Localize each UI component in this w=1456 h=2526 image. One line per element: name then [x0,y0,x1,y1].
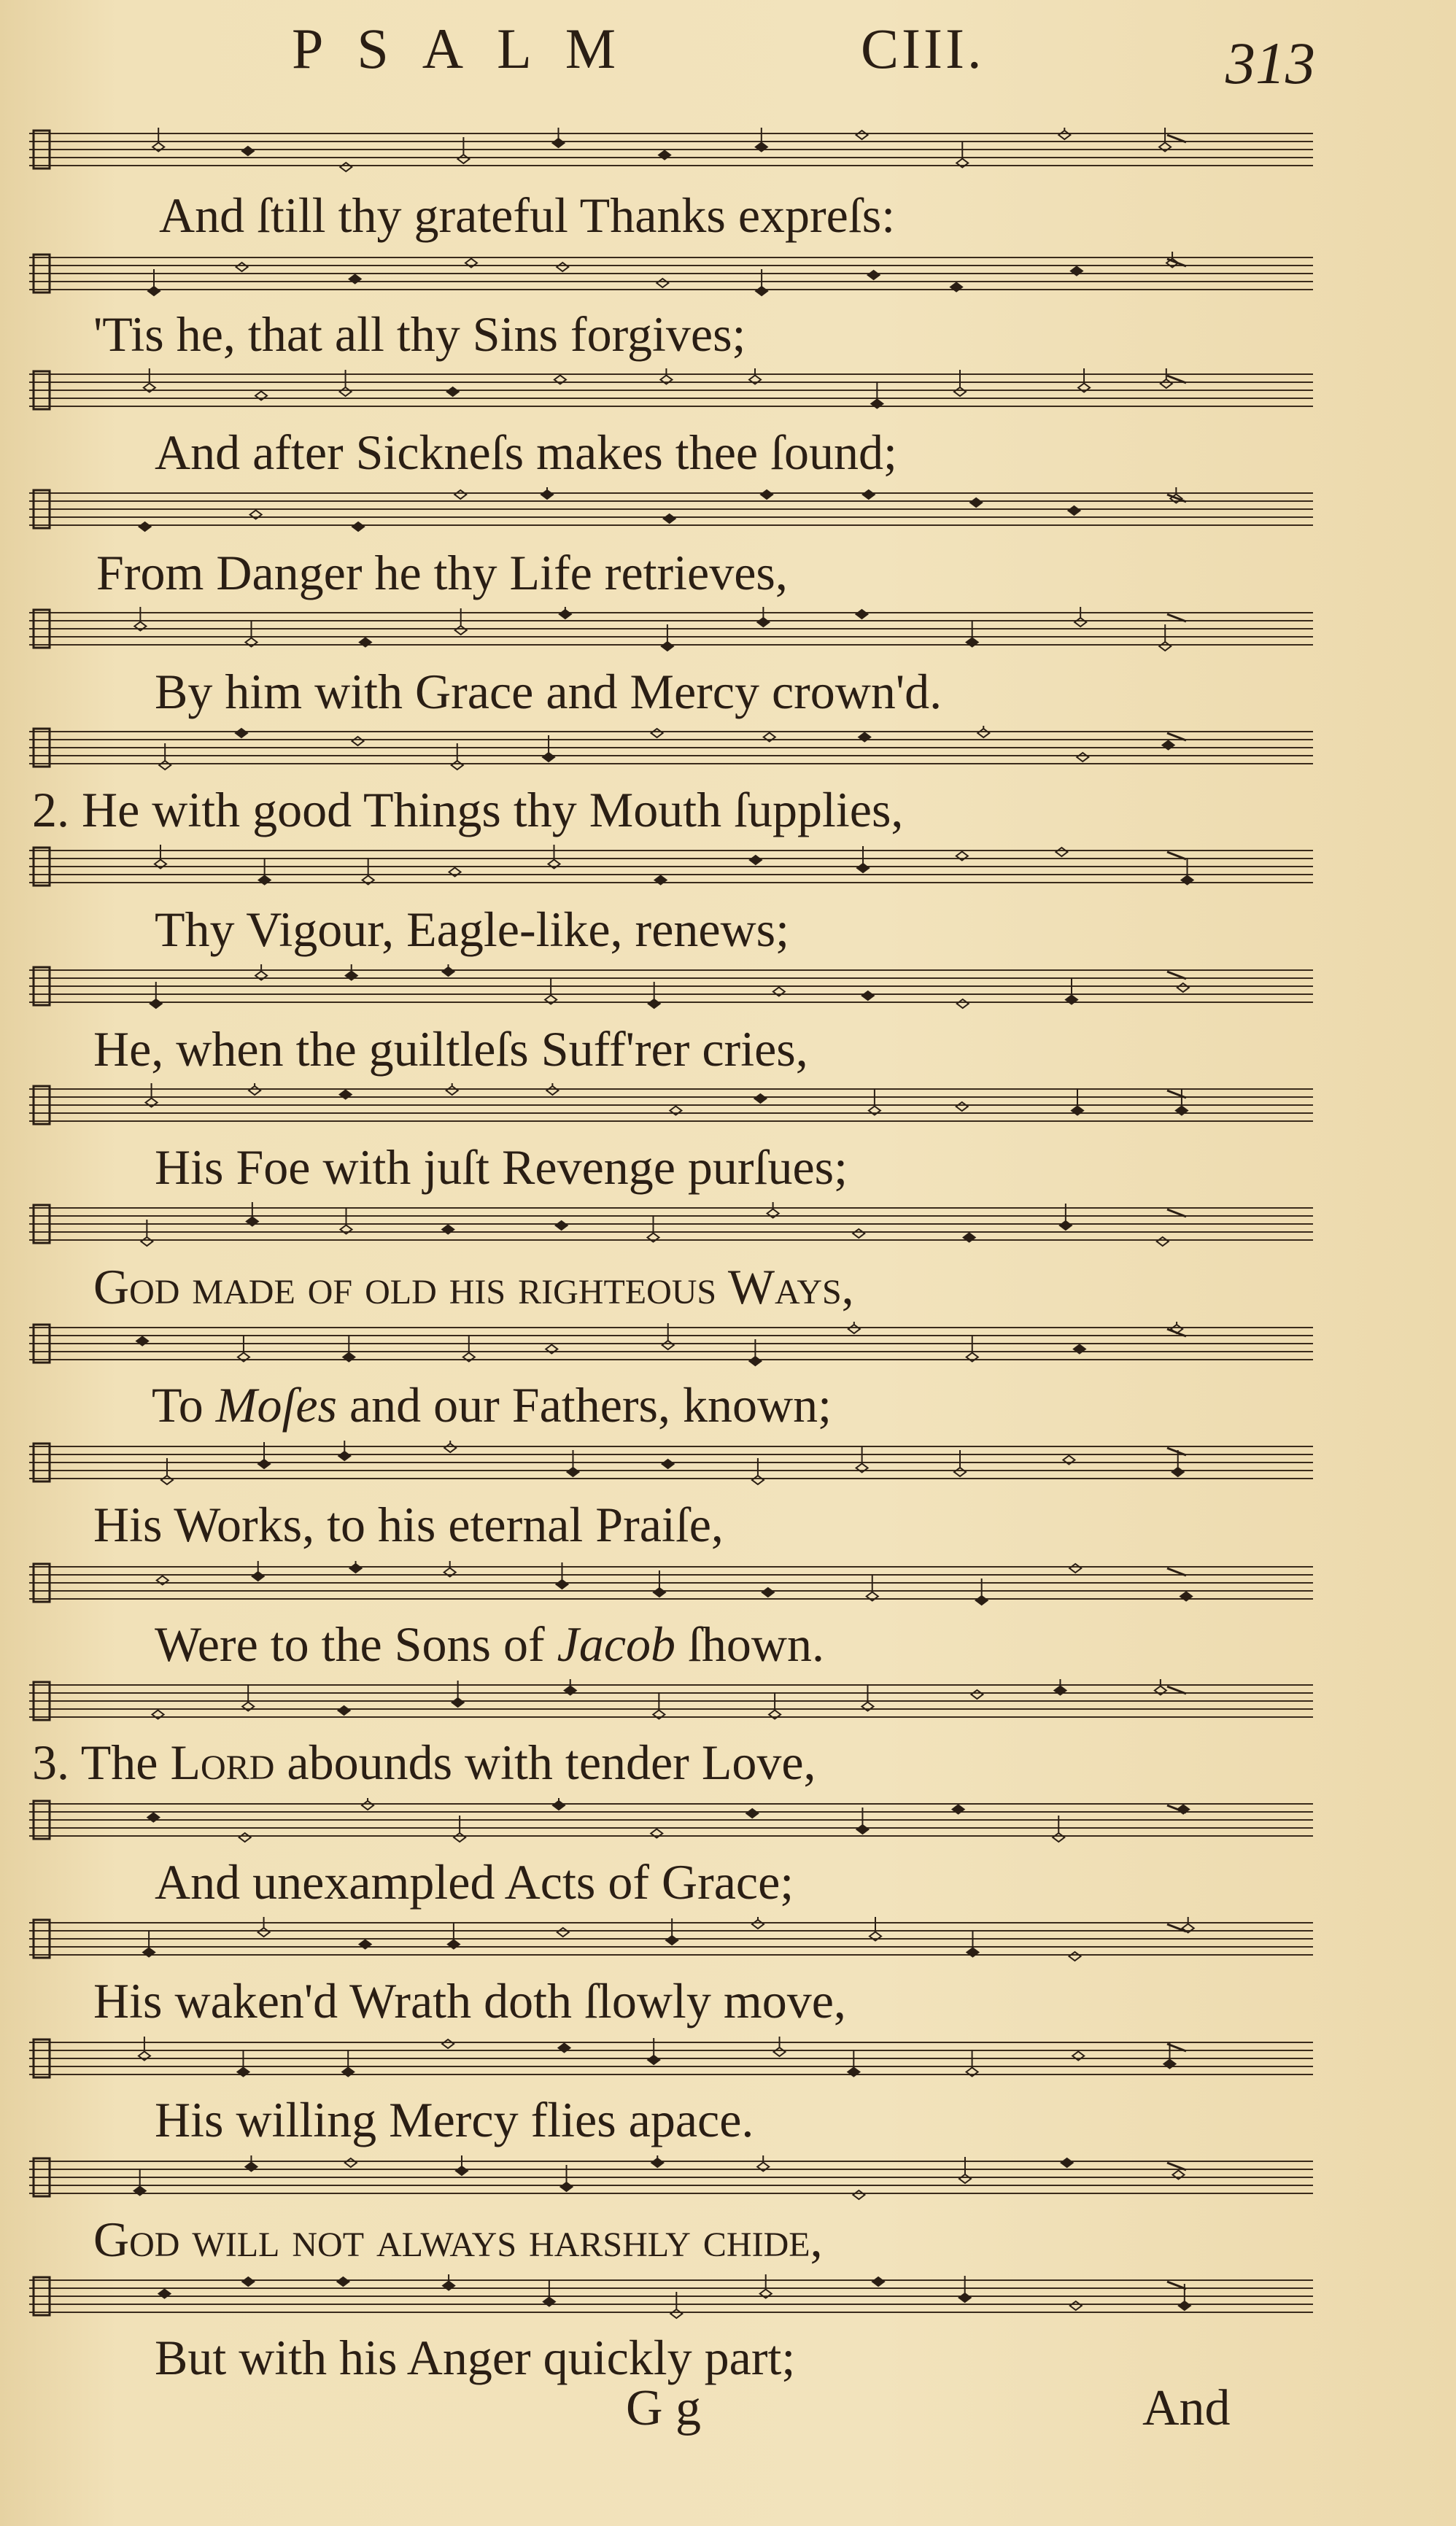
music-note [559,607,571,619]
music-note [1074,607,1086,627]
lyric-line: 2. He with good Things thy Mouth ſupplies, [32,782,904,837]
music-note [757,607,769,627]
lyric-segment: To [152,1377,204,1433]
music-note [1054,1679,1066,1695]
music-staff [29,1083,1313,1128]
lyric-line: From Danger he thy Life retrieves, [96,545,788,600]
music-note [970,498,982,507]
music-note [448,1923,460,1949]
music-staff [29,1798,1313,1843]
signature-mark: G g [626,2380,702,2436]
music-note [1161,368,1172,388]
music-note [1159,128,1171,152]
music-note [1070,2301,1082,2310]
music-note [967,621,978,647]
music-staff [29,368,1313,414]
music-note [342,2050,354,2077]
music-note [143,1931,155,1957]
music-note [565,1679,576,1695]
music-note [242,2277,254,2286]
music-note [463,1336,475,1362]
music-note [1176,1089,1188,1115]
staff-drawing [29,964,1313,1010]
music-note [338,1706,350,1715]
music-note [761,490,772,499]
staff-drawing [29,2274,1313,2320]
staff-drawing [29,128,1313,173]
music-note [242,147,254,155]
music-note [1078,368,1090,392]
music-note [853,1229,864,1238]
running-title: PSALM [292,17,650,80]
staff-drawing [29,607,1313,652]
music-note [155,845,166,869]
music-note [258,1917,270,1937]
lyric-line: God made of old his righteous Ways, [93,1259,854,1314]
music-note [338,1441,350,1460]
music-note [350,1561,362,1573]
lyric-segment: Were to the Sons of [155,1616,545,1672]
music-note [242,1685,254,1711]
catchword: And [1142,2380,1231,2436]
music-note [1061,2158,1073,2167]
music-note [146,1083,158,1107]
music-note [1056,848,1067,856]
lyric-line: But with his Anger quickly part; [155,2330,796,2385]
music-note [856,131,868,139]
music-note [553,1798,565,1810]
music-note [1177,983,1189,992]
proper-name: Moſes [215,1377,337,1433]
lyric-line: Thy Vigour, Eagle-like, renews; [155,902,790,957]
music-note [443,964,454,976]
music-note [442,2039,454,2048]
lyric-line [152,1376,832,1434]
music-note [541,487,553,499]
music-note [746,1809,758,1818]
staff-drawing [29,1561,1313,1606]
music-note [754,1094,766,1103]
music-note [1069,1564,1081,1573]
lyric-segment: 3. The [32,1735,158,1790]
music-note [870,1917,881,1941]
staff-drawing [29,487,1313,532]
lyric-line: And unexampled Acts of Grace; [155,1854,794,1910]
music-note [363,859,374,885]
music-note [144,368,155,392]
music-staff [29,487,1313,532]
music-note [1068,506,1080,515]
music-note [237,2050,249,2077]
music-staff [29,1202,1313,1247]
lyric-segment: abounds with tender Love, [287,1735,816,1790]
music-staff [29,2274,1313,2320]
music-note [769,1693,781,1719]
music-note [848,2050,859,2077]
music-note [543,2280,555,2306]
music-note [956,142,968,168]
music-note [1077,753,1088,762]
lyric-line: His Foe with juſt Revenge purſues; [155,1139,848,1195]
music-staff [29,252,1313,297]
music-note [856,610,867,619]
music-note [245,2155,257,2171]
staff-drawing [29,1202,1313,1247]
lyric-segment: and our Fathers, known; [349,1377,832,1433]
lyric-segment: ſhown. [688,1616,825,1672]
music-staff [29,726,1313,771]
music-note [762,1588,774,1597]
music-note [651,2155,663,2167]
lyric-line: His willing Mercy flies apace. [155,2092,754,2147]
music-note [252,1561,264,1581]
staff-drawing [29,368,1313,414]
music-note [868,271,880,279]
music-note [651,729,663,737]
lyric-line: And ſtill thy grateful Thanks expreſs: [159,187,896,243]
music-note [238,1336,249,1362]
staff-drawing [29,1441,1313,1486]
music-staff [29,1561,1313,1606]
music-staff [29,128,1313,173]
staff-drawing [29,2155,1313,2201]
music-note [549,845,560,869]
music-note [545,978,557,1004]
music-note [856,1446,868,1473]
page-number: 313 [1225,30,1315,96]
music-note [967,1336,978,1362]
music-note [557,263,568,271]
music-note [867,1575,878,1601]
music-note [134,2169,146,2196]
lyric-line: He, when the guiltleſs Suff'rer cries, [93,1021,808,1077]
music-note [664,514,675,523]
music-note [346,964,357,980]
music-note [967,1931,978,1957]
music-note [853,2190,864,2199]
lyric-line: 'Tis he, that all thy Sins forgives; [93,306,746,362]
music-note [443,2274,454,2290]
staff-drawing [29,845,1313,890]
music-note [245,621,257,647]
music-note [861,1685,873,1711]
music-staff [29,2155,1313,2201]
staff-drawing [29,726,1313,771]
music-note [1182,859,1193,885]
music-note [340,1208,352,1234]
music-staff [29,1441,1313,1486]
music-note [1157,1237,1169,1246]
music-note [956,1102,968,1111]
lyric-line: His waken'd Wrath doth ſlowly move, [93,1973,846,2029]
music-note [647,1216,659,1242]
music-note [760,2274,772,2298]
music-note [653,1693,665,1719]
music-note [1072,1089,1083,1115]
music-staff [29,1917,1313,1962]
lyric-line: God will not always harſhly chide, [93,2212,823,2267]
staff-drawing [29,2037,1313,2082]
music-note [337,2277,349,2286]
music-note [454,490,466,499]
music-note [863,490,875,499]
music-note [657,279,668,287]
music-note [247,1202,258,1226]
music-note [447,387,459,396]
music-note [259,859,271,885]
music-note [352,522,364,531]
lyric-line: And after Sickneſs makes thee ſound; [155,425,897,480]
proper-name: Jacob [557,1616,676,1672]
lyric-line: By him with Grace and Mercy crown'd. [155,664,942,719]
music-note [756,128,767,152]
music-note [750,856,762,864]
music-note [774,2037,786,2056]
music-staff [29,1322,1313,1367]
music-staff [29,607,1313,652]
staff-drawing [29,1917,1313,1962]
music-note [971,1690,983,1699]
music-note [134,607,146,631]
music-note [343,1336,355,1362]
music-note [553,128,565,147]
music-note [345,2158,357,2167]
music-note [239,1833,251,1842]
music-note [456,2155,468,2175]
music-note [872,2277,884,2286]
music-note [352,737,364,745]
music-note [869,1089,880,1115]
staff-drawing [29,1322,1313,1367]
music-staff [29,845,1313,890]
music-note [557,1928,569,1937]
staff-drawing [29,1083,1313,1128]
lyric-line: His Works, to his eternal Praiſe, [93,1497,724,1552]
music-note [152,128,164,152]
music-note [862,991,874,1000]
music-note [340,163,352,171]
music-note [139,2037,150,2061]
staff-drawing [29,1798,1313,1843]
music-note [957,999,969,1008]
lyric-segment: Lord [170,1735,275,1790]
music-note [662,1460,674,1468]
music-note [871,382,883,408]
music-staff [29,1679,1313,1724]
music-note [139,522,151,531]
music-note [236,263,248,271]
psalm-number: CIII. [861,17,985,80]
lyric-line [32,1733,816,1791]
music-note [1066,978,1077,1004]
page-header [0,13,1456,96]
music-note [1069,1952,1080,1961]
staff-drawing [29,1679,1313,1724]
music-note [236,729,247,737]
music-staff [29,2037,1313,2082]
staff-drawing [29,252,1313,297]
music-staff [29,964,1313,1010]
music-note [967,2050,978,2077]
lyric-line [155,1615,824,1673]
music-note [556,1221,568,1230]
